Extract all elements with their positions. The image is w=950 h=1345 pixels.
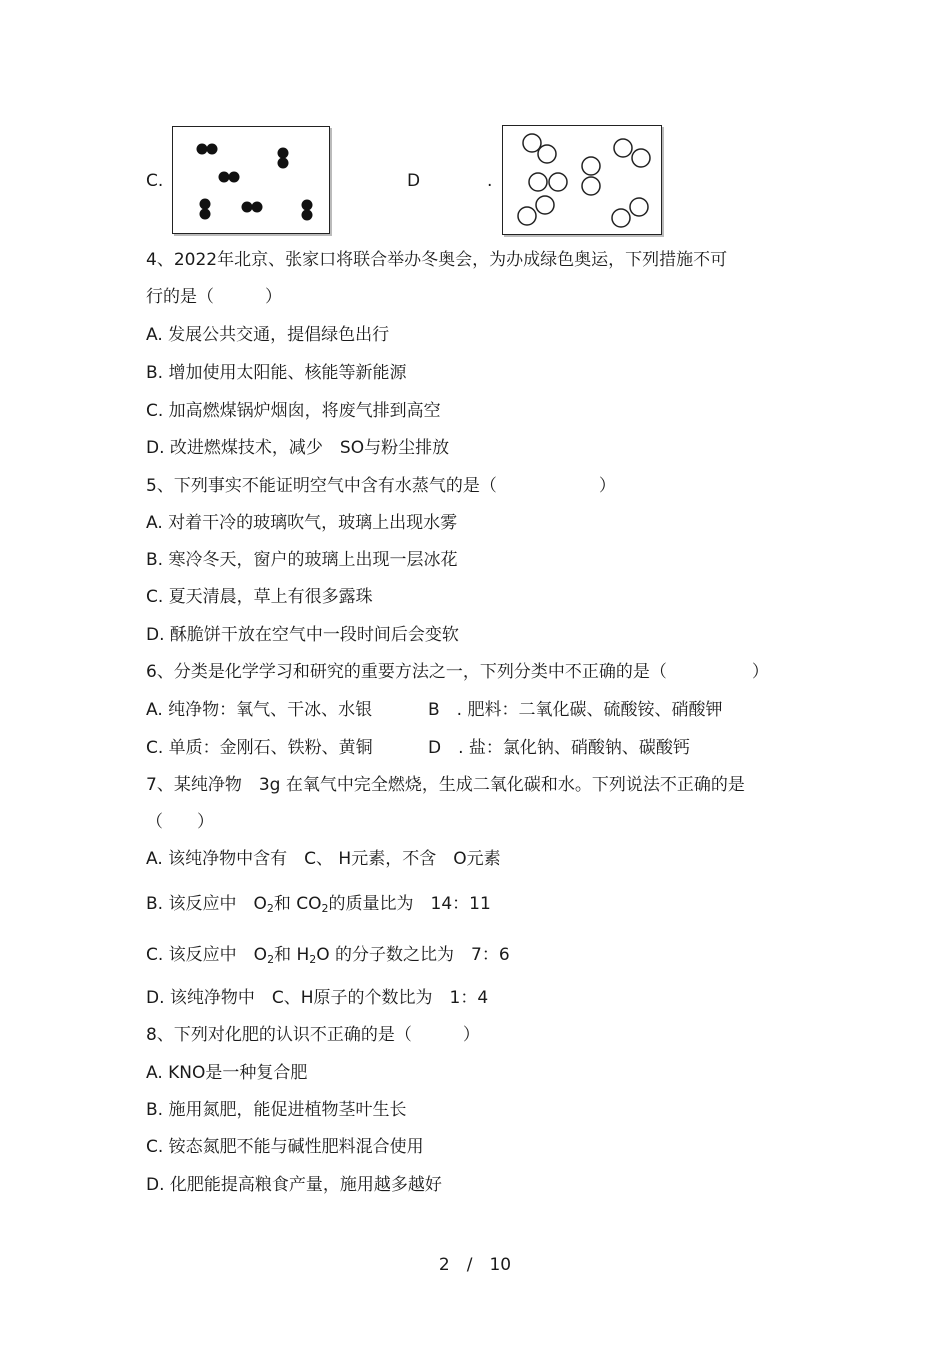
question-6-option-b: B . 肥料：二氧化碳、硫酸铵、硝酸钾 — [428, 700, 723, 720]
question-7-option-b — [146, 893, 491, 920]
q7b-part3: 的质量比为 14：11 — [328, 894, 491, 914]
question-6-option-d: D . 盐：氯化钠、硝酸钠、碳酸钙 — [428, 738, 690, 758]
q7c-part3: O 的分子数之比为 7：6 — [316, 945, 510, 965]
option-d-label: D — [407, 171, 421, 191]
question-4-stem-line2: 行的是（ ） — [146, 287, 282, 307]
question-8-option-c: C. 铵态氮肥不能与碱性肥料混合使用 — [146, 1137, 424, 1157]
question-8-option-b: B. 施用氮肥，能促进植物茎叶生长 — [146, 1100, 407, 1120]
question-5-stem: 5、下列事实不能证明空气中含有水蒸气的是（ ） — [146, 476, 616, 496]
q7b-part2: 和 CO — [273, 894, 322, 914]
question-7-option-c — [146, 944, 510, 971]
molecule-diagram-c — [172, 126, 330, 234]
q7c-sub2: 2 — [309, 953, 317, 966]
question-8-option-a: A. KNO是一种复合肥 — [146, 1063, 308, 1083]
molecule-diagram-d — [502, 125, 662, 235]
question-7-option-d: D. 该纯净物中 C、H原子的个数比为 1：4 — [146, 988, 489, 1008]
question-6-stem: 6、分类是化学学习和研究的重要方法之一，下列分类中不正确的是（ ） — [146, 662, 769, 682]
q7b-sub2: 2 — [321, 902, 329, 915]
question-4-option-a: A. 发展公共交通，提倡绿色出行 — [146, 325, 390, 345]
question-8-option-d: D. 化肥能提高粮食产量，施用越多越好 — [146, 1175, 442, 1195]
question-5-option-c: C. 夏天清晨，草上有很多露珠 — [146, 587, 373, 607]
option-d-dot: . — [487, 171, 493, 191]
question-4-option-b: B. 增加使用太阳能、核能等新能源 — [146, 363, 407, 383]
page-number: 2 / 10 — [438, 1255, 512, 1275]
q7c-part1: C. 该反应中 O — [146, 945, 268, 965]
question-4-option-d: D. 改进燃煤技术，减少 SO与粉尘排放 — [146, 438, 450, 458]
question-5-option-b: B. 寒冷冬天，窗户的玻璃上出现一层冰花 — [146, 550, 458, 570]
question-7-stem-line2: （ ） — [146, 812, 214, 832]
question-5-option-d: D. 酥脆饼干放在空气中一段时间后会变软 — [146, 625, 459, 645]
question-7-stem-line1: 7、某纯净物 3g 在氧气中完全燃烧，生成二氧化碳和水。下列说法不正确的是 — [146, 775, 745, 795]
question-6-option-a: A. 纯净物：氧气、干冰、水银 — [146, 700, 373, 720]
question-4-option-c: C. 加高燃煤锅炉烟囱，将废气排到高空 — [146, 401, 441, 421]
question-5-option-a: A. 对着干冷的玻璃吹气，玻璃上出现水雾 — [146, 513, 458, 533]
option-c-label: C. — [146, 171, 164, 191]
diatomic-hollow-molecules — [503, 126, 661, 234]
question-6-option-c: C. 单质：金刚石、铁粉、黄铜 — [146, 738, 373, 758]
q7c-sub1: 2 — [267, 953, 275, 966]
question-7-option-a: A. 该纯净物中含有 C、 H元素，不含 O元素 — [146, 849, 501, 869]
q7b-sub1: 2 — [266, 902, 274, 915]
question-4-stem-line1: 4、2022年北京、张家口将联合举办冬奥会，为办成绿色奥运，下列措施不可 — [146, 250, 728, 270]
question-8-stem: 8、下列对化肥的认识不正确的是（ ） — [146, 1025, 480, 1045]
diatomic-solid-molecules — [173, 127, 329, 233]
q7b-part1: B. 该反应中 O — [146, 894, 267, 914]
q7c-part2: 和 H — [274, 945, 310, 965]
